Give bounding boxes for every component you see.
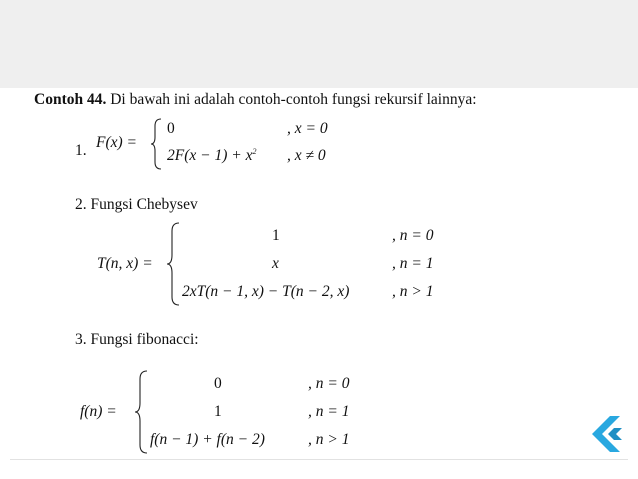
example2-case3-cond: , n > 1 <box>392 283 434 300</box>
example1-brace <box>150 117 164 171</box>
example1-case1-expr: 0 <box>167 120 175 137</box>
example3-case2-cond: , n = 1 <box>308 403 350 420</box>
example2-case1-expr: 1 <box>272 227 280 244</box>
heading-label: Contoh 44. <box>34 91 107 108</box>
example1-number: 1. <box>75 142 87 159</box>
example2-case2-cond: , n = 1 <box>392 255 434 272</box>
footer-divider <box>10 459 628 460</box>
section-heading <box>34 91 477 109</box>
example1-case2-expr-text: 2F(x − 1) + x <box>167 147 253 165</box>
heading-text: Di bawah ini adalah contoh-contoh fungsi rekursif lainnya: <box>106 91 477 108</box>
example1-case1-cond: , x = 0 <box>287 120 328 137</box>
example3-case3-cond: , n > 1 <box>308 431 350 448</box>
example2-brace <box>166 221 182 307</box>
example2-case3-expr: 2xT(n − 1, x) − T(n − 2, x) <box>182 283 350 300</box>
example2-case2-expr: x <box>272 255 279 272</box>
example3-case2-expr: 1 <box>214 403 222 420</box>
example2-title: 2. Fungsi Chebysev <box>75 196 198 213</box>
example3-case3-expr: f(n − 1) + f(n − 2) <box>150 431 265 448</box>
header-band <box>0 0 638 88</box>
example1-case2-sup: 2 <box>252 147 257 156</box>
example2-case1-cond: , n = 0 <box>392 227 434 244</box>
example3-lhs: f(n) = <box>80 403 117 420</box>
k-logo-icon <box>590 414 626 454</box>
example1-case2-cond: , x ≠ 0 <box>287 147 326 164</box>
example2-lhs: T(n, x) = <box>97 255 153 272</box>
example3-brace <box>134 369 150 455</box>
example1-case2-expr <box>167 147 256 165</box>
example3-case1-expr: 0 <box>214 375 222 392</box>
example3-title: 3. Fungsi fibonacci: <box>75 331 199 348</box>
example3-case1-cond: , n = 0 <box>308 375 350 392</box>
example1-lhs: F(x) = <box>96 134 138 151</box>
